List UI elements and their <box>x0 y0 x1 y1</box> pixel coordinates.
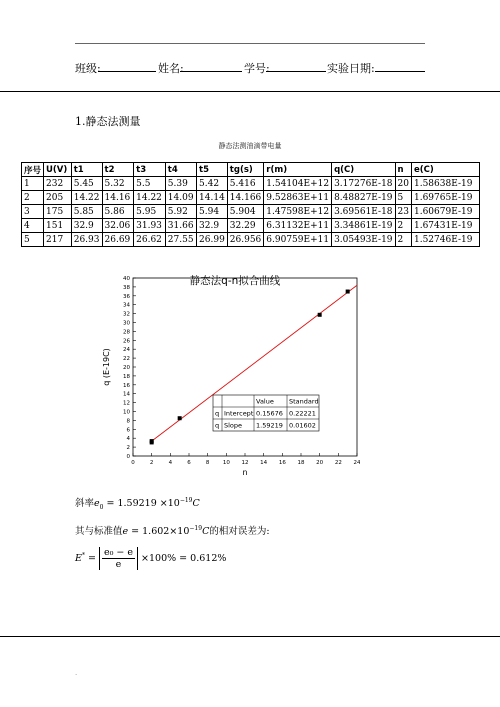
slope-symbol: e <box>94 498 100 509</box>
y-axis-ticks <box>123 276 136 460</box>
col-header: U(V) <box>44 163 72 177</box>
col-header: t5 <box>197 163 228 177</box>
table-cell: 232 <box>44 177 72 191</box>
table-cell: 26.99 <box>197 233 228 247</box>
y-tick-label: 10 <box>123 409 130 416</box>
table-cell: 26.69 <box>102 233 134 247</box>
table-cell: 5 <box>395 191 411 205</box>
std-value: = 1.602×10 <box>128 526 190 537</box>
fit-table-cell: 0.15676 <box>256 409 283 418</box>
table-cell: 6.31132E+11 <box>264 219 332 233</box>
abs-bars <box>99 547 138 570</box>
x-tick-label: 6 <box>187 460 191 466</box>
table-cell: 1.69765E-19 <box>411 191 479 205</box>
x-tick-label: 8 <box>205 460 210 466</box>
table-cell: 5.92 <box>165 205 196 219</box>
col-header: t1 <box>71 163 102 177</box>
relative-error-formula: E* = $\frac{\text{e₀ − e}}{e}$ ×100% = 0.612% <box>75 547 227 570</box>
y-tick-label: 12 <box>123 400 130 407</box>
col-header: t3 <box>134 163 166 177</box>
data-point <box>346 290 350 294</box>
table-cell: 5.39 <box>165 177 196 191</box>
fit-table-cell: q <box>215 409 220 418</box>
table-row <box>22 177 480 191</box>
slope-value: = 1.59219 ×10 <box>103 498 180 509</box>
table-cell: 32.06 <box>102 219 134 233</box>
table-cell: 2 <box>22 191 44 205</box>
table-cell: 14.16 <box>102 191 134 205</box>
table-cell: 1.60679E-19 <box>411 205 479 219</box>
fit-results-table <box>213 395 319 431</box>
table-cell: 5.5 <box>134 177 166 191</box>
table-cell: 4 <box>22 219 44 233</box>
err-rhs: ×100% = 0.612% <box>141 553 227 564</box>
x-tick-label: 14 <box>260 460 268 466</box>
frac-numerator: e₀ − e <box>103 547 134 558</box>
table-cell: 3.34861E-19 <box>332 219 395 233</box>
y-tick-label: 30 <box>123 320 130 327</box>
col-header: q(C) <box>332 163 395 177</box>
table-caption: 静态法测油滴带电量 <box>218 142 282 150</box>
table-cell: 5.85 <box>71 205 102 219</box>
header-divider <box>0 91 500 92</box>
col-header: 序号 <box>22 163 44 177</box>
header-top-line <box>75 43 425 44</box>
y-axis-label: q (E-19C) <box>102 348 111 386</box>
table-cell: 5.904 <box>227 205 264 219</box>
table-cell: 26.62 <box>134 233 166 247</box>
name-blank <box>180 60 242 72</box>
footer-mark: . <box>75 669 78 677</box>
col-header: t4 <box>165 163 196 177</box>
y-tick-label: 0 <box>126 454 130 460</box>
fit-table-header: Value <box>256 397 274 406</box>
table-cell: 32.9 <box>71 219 102 233</box>
std-symbol: e <box>122 526 129 537</box>
fit-table-cell: q <box>215 421 220 430</box>
date-blank <box>375 60 425 72</box>
table-row <box>22 219 480 233</box>
y-tick-label: 34 <box>123 302 130 309</box>
table-cell: 1.52746E-19 <box>411 233 479 247</box>
y-tick-label: 32 <box>123 311 130 318</box>
x-tick-label: 16 <box>278 460 286 466</box>
table-cell: 217 <box>44 233 72 247</box>
table-cell: 31.93 <box>134 219 166 233</box>
y-tick-label: 38 <box>123 284 130 291</box>
y-tick-label: 36 <box>123 293 130 300</box>
table-cell: 1 <box>22 177 44 191</box>
x-tick-label: 18 <box>297 460 305 466</box>
x-tick-label: 4 <box>168 460 173 466</box>
slope-sub: 0 <box>99 503 104 511</box>
table-cell: 2 <box>395 219 411 233</box>
y-tick-label: 26 <box>123 338 130 345</box>
q-n-fit-chart <box>85 266 360 486</box>
footer-divider <box>0 636 500 637</box>
table-header-row <box>22 163 480 177</box>
fit-table-header: Standard <box>289 397 319 406</box>
table-row <box>22 205 480 219</box>
y-tick-label: 22 <box>123 356 130 363</box>
data-point <box>178 416 182 420</box>
table-cell: 1.47598E+12 <box>264 205 332 219</box>
fit-table-cell: Intercept <box>224 409 254 418</box>
table-cell: 32.9 <box>197 219 228 233</box>
table-cell: 1.67431E-19 <box>411 219 479 233</box>
fit-table-cell: 0.22221 <box>289 409 316 418</box>
class-blank <box>98 60 156 72</box>
x-tick-label: 0 <box>131 460 135 466</box>
table-cell: 27.55 <box>165 233 196 247</box>
table-cell: 20 <box>395 177 411 191</box>
name-label: 姓名: <box>158 62 184 75</box>
chart-title: 静态法q-n拟合曲线 <box>189 275 281 287</box>
fit-table-cell: 1.59219 <box>256 421 283 430</box>
id-blank <box>266 60 326 72</box>
class-label: 班级: <box>75 62 101 75</box>
x-axis-ticks <box>131 453 360 466</box>
x-axis-label: n <box>242 468 248 477</box>
slope-exp: −19 <box>179 496 193 504</box>
table-cell: 175 <box>44 205 72 219</box>
std-exp: −19 <box>189 524 203 532</box>
table-cell: 3.17276E-18 <box>332 177 395 191</box>
table-cell: 5.95 <box>134 205 166 219</box>
y-tick-label: 40 <box>123 276 130 282</box>
table-cell: 14.22 <box>134 191 166 205</box>
section-title: 1.静态法测量 <box>75 115 141 128</box>
error-fraction <box>102 547 135 570</box>
col-header: r(m) <box>264 163 332 177</box>
table-cell: 5.416 <box>227 177 264 191</box>
measurement-table <box>21 162 480 247</box>
fit-table-cell: 0.01602 <box>289 421 316 430</box>
col-header: e(C) <box>411 163 479 177</box>
y-tick-label: 16 <box>123 382 130 389</box>
table-cell: 14.09 <box>165 191 196 205</box>
table-cell: 1.54104E+12 <box>264 177 332 191</box>
y-tick-label: 20 <box>123 365 130 371</box>
x-tick-label: 12 <box>241 460 249 466</box>
slope-unit: C <box>192 498 200 509</box>
date-label: 实验日期: <box>327 62 375 75</box>
y-tick-label: 6 <box>126 427 130 434</box>
standard-value-text <box>75 523 270 537</box>
table-cell: 5.94 <box>197 205 228 219</box>
x-tick-label: 20 <box>316 460 324 466</box>
y-tick-label: 24 <box>123 347 130 354</box>
table-cell: 23 <box>395 205 411 219</box>
data-point <box>318 313 322 317</box>
y-tick-label: 4 <box>126 436 130 443</box>
frac-denominator: e <box>115 559 122 570</box>
table-cell: 14.22 <box>71 191 102 205</box>
y-tick-label: 18 <box>123 373 130 380</box>
table-cell: 3 <box>22 205 44 219</box>
err-star: * <box>81 551 85 559</box>
slope-formula <box>75 495 200 511</box>
header-fields <box>75 60 435 76</box>
x-tick-label: 10 <box>222 460 230 466</box>
data-point <box>150 439 154 443</box>
table-cell: 14.14 <box>197 191 228 205</box>
y-tick-label: 28 <box>123 329 130 336</box>
table-cell: 8.48827E-19 <box>332 191 395 205</box>
col-header: n <box>395 163 411 177</box>
table-cell: 5.45 <box>71 177 102 191</box>
table-cell: 9.52863E+11 <box>264 191 332 205</box>
table-cell: 5.32 <box>102 177 134 191</box>
err-lhs: E <box>75 553 82 564</box>
y-tick-label: 14 <box>123 391 130 398</box>
col-header: tg(s) <box>227 163 264 177</box>
std-unit: C <box>202 526 210 537</box>
y-tick-label: 2 <box>126 445 130 452</box>
fit-table-cell: Slope <box>224 421 243 430</box>
table-cell: 205 <box>44 191 72 205</box>
table-row <box>22 191 480 205</box>
table-cell: 31.66 <box>165 219 196 233</box>
table-cell: 32.29 <box>227 219 264 233</box>
table-cell: 6.90759E+11 <box>264 233 332 247</box>
table-cell: 151 <box>44 219 72 233</box>
table-cell: 5 <box>22 233 44 247</box>
std-suffix: 的相对误差为: <box>209 526 270 537</box>
table-cell: 1.58638E-19 <box>411 177 479 191</box>
table-row <box>22 233 480 247</box>
std-prefix: 其与标准值 <box>75 526 123 537</box>
table-cell: 26.93 <box>71 233 102 247</box>
col-header: t2 <box>102 163 134 177</box>
x-tick-label: 2 <box>149 460 154 466</box>
table-cell: 3.69561E-18 <box>332 205 395 219</box>
table-cell: 2 <box>395 233 411 247</box>
table-cell: 14.166 <box>227 191 264 205</box>
table-cell: 5.86 <box>102 205 134 219</box>
x-tick-label: 22 <box>334 460 342 466</box>
x-tick-label: 24 <box>353 460 360 466</box>
table-cell: 3.05493E-19 <box>332 233 395 247</box>
id-label: 学号: <box>244 62 270 75</box>
table-cell: 26.956 <box>227 233 264 247</box>
table-cell: 5.42 <box>197 177 228 191</box>
y-tick-label: 8 <box>126 418 130 425</box>
slope-prefix: 斜率 <box>75 498 95 509</box>
